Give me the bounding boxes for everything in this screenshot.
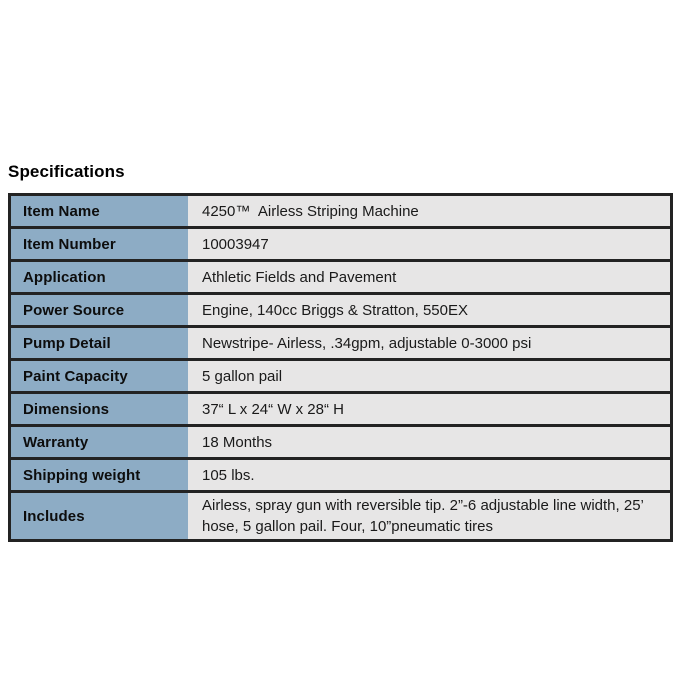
spec-value: 10003947: [188, 228, 672, 261]
spec-value: 18 Months: [188, 426, 672, 459]
spec-row: [10, 228, 672, 261]
spec-row: [10, 426, 672, 459]
spec-label: Power Source: [10, 294, 189, 327]
spec-label: Item Number: [10, 228, 189, 261]
spec-row: [10, 261, 672, 294]
spec-value: 105 lbs.: [188, 459, 672, 492]
spec-row: [10, 195, 672, 228]
spec-label: Item Name: [10, 195, 189, 228]
spec-row: [10, 294, 672, 327]
spec-label: Shipping weight: [10, 459, 189, 492]
spec-table-body: [10, 195, 672, 541]
specifications-table: [8, 193, 673, 542]
spec-value: 37“ L x 24“ W x 28“ H: [188, 393, 672, 426]
spec-label: Paint Capacity: [10, 360, 189, 393]
spec-value: Newstripe- Airless, .34gpm, adjustable 0-3000 psi: [188, 327, 672, 360]
spec-label: Warranty: [10, 426, 189, 459]
spec-label: Application: [10, 261, 189, 294]
spec-value: 4250™ Airless Striping Machine: [188, 195, 672, 228]
spec-value: 5 gallon pail: [188, 360, 672, 393]
spec-value: Airless, spray gun with reversible tip. 2”-6 adjustable line width, 25’ hose, 5 gallon pail. Four, 10”pneumatic tires: [188, 492, 672, 541]
spec-value: Engine, 140cc Briggs & Stratton, 550EX: [188, 294, 672, 327]
spec-row: [10, 393, 672, 426]
spec-value: Athletic Fields and Pavement: [188, 261, 672, 294]
specifications-heading: Specifications: [8, 162, 125, 181]
spec-label: Dimensions: [10, 393, 189, 426]
spec-row: [10, 360, 672, 393]
spec-row: [10, 459, 672, 492]
spec-label: Pump Detail: [10, 327, 189, 360]
spec-row: [10, 327, 672, 360]
spec-label: Includes: [10, 492, 189, 541]
spec-row: [10, 492, 672, 541]
